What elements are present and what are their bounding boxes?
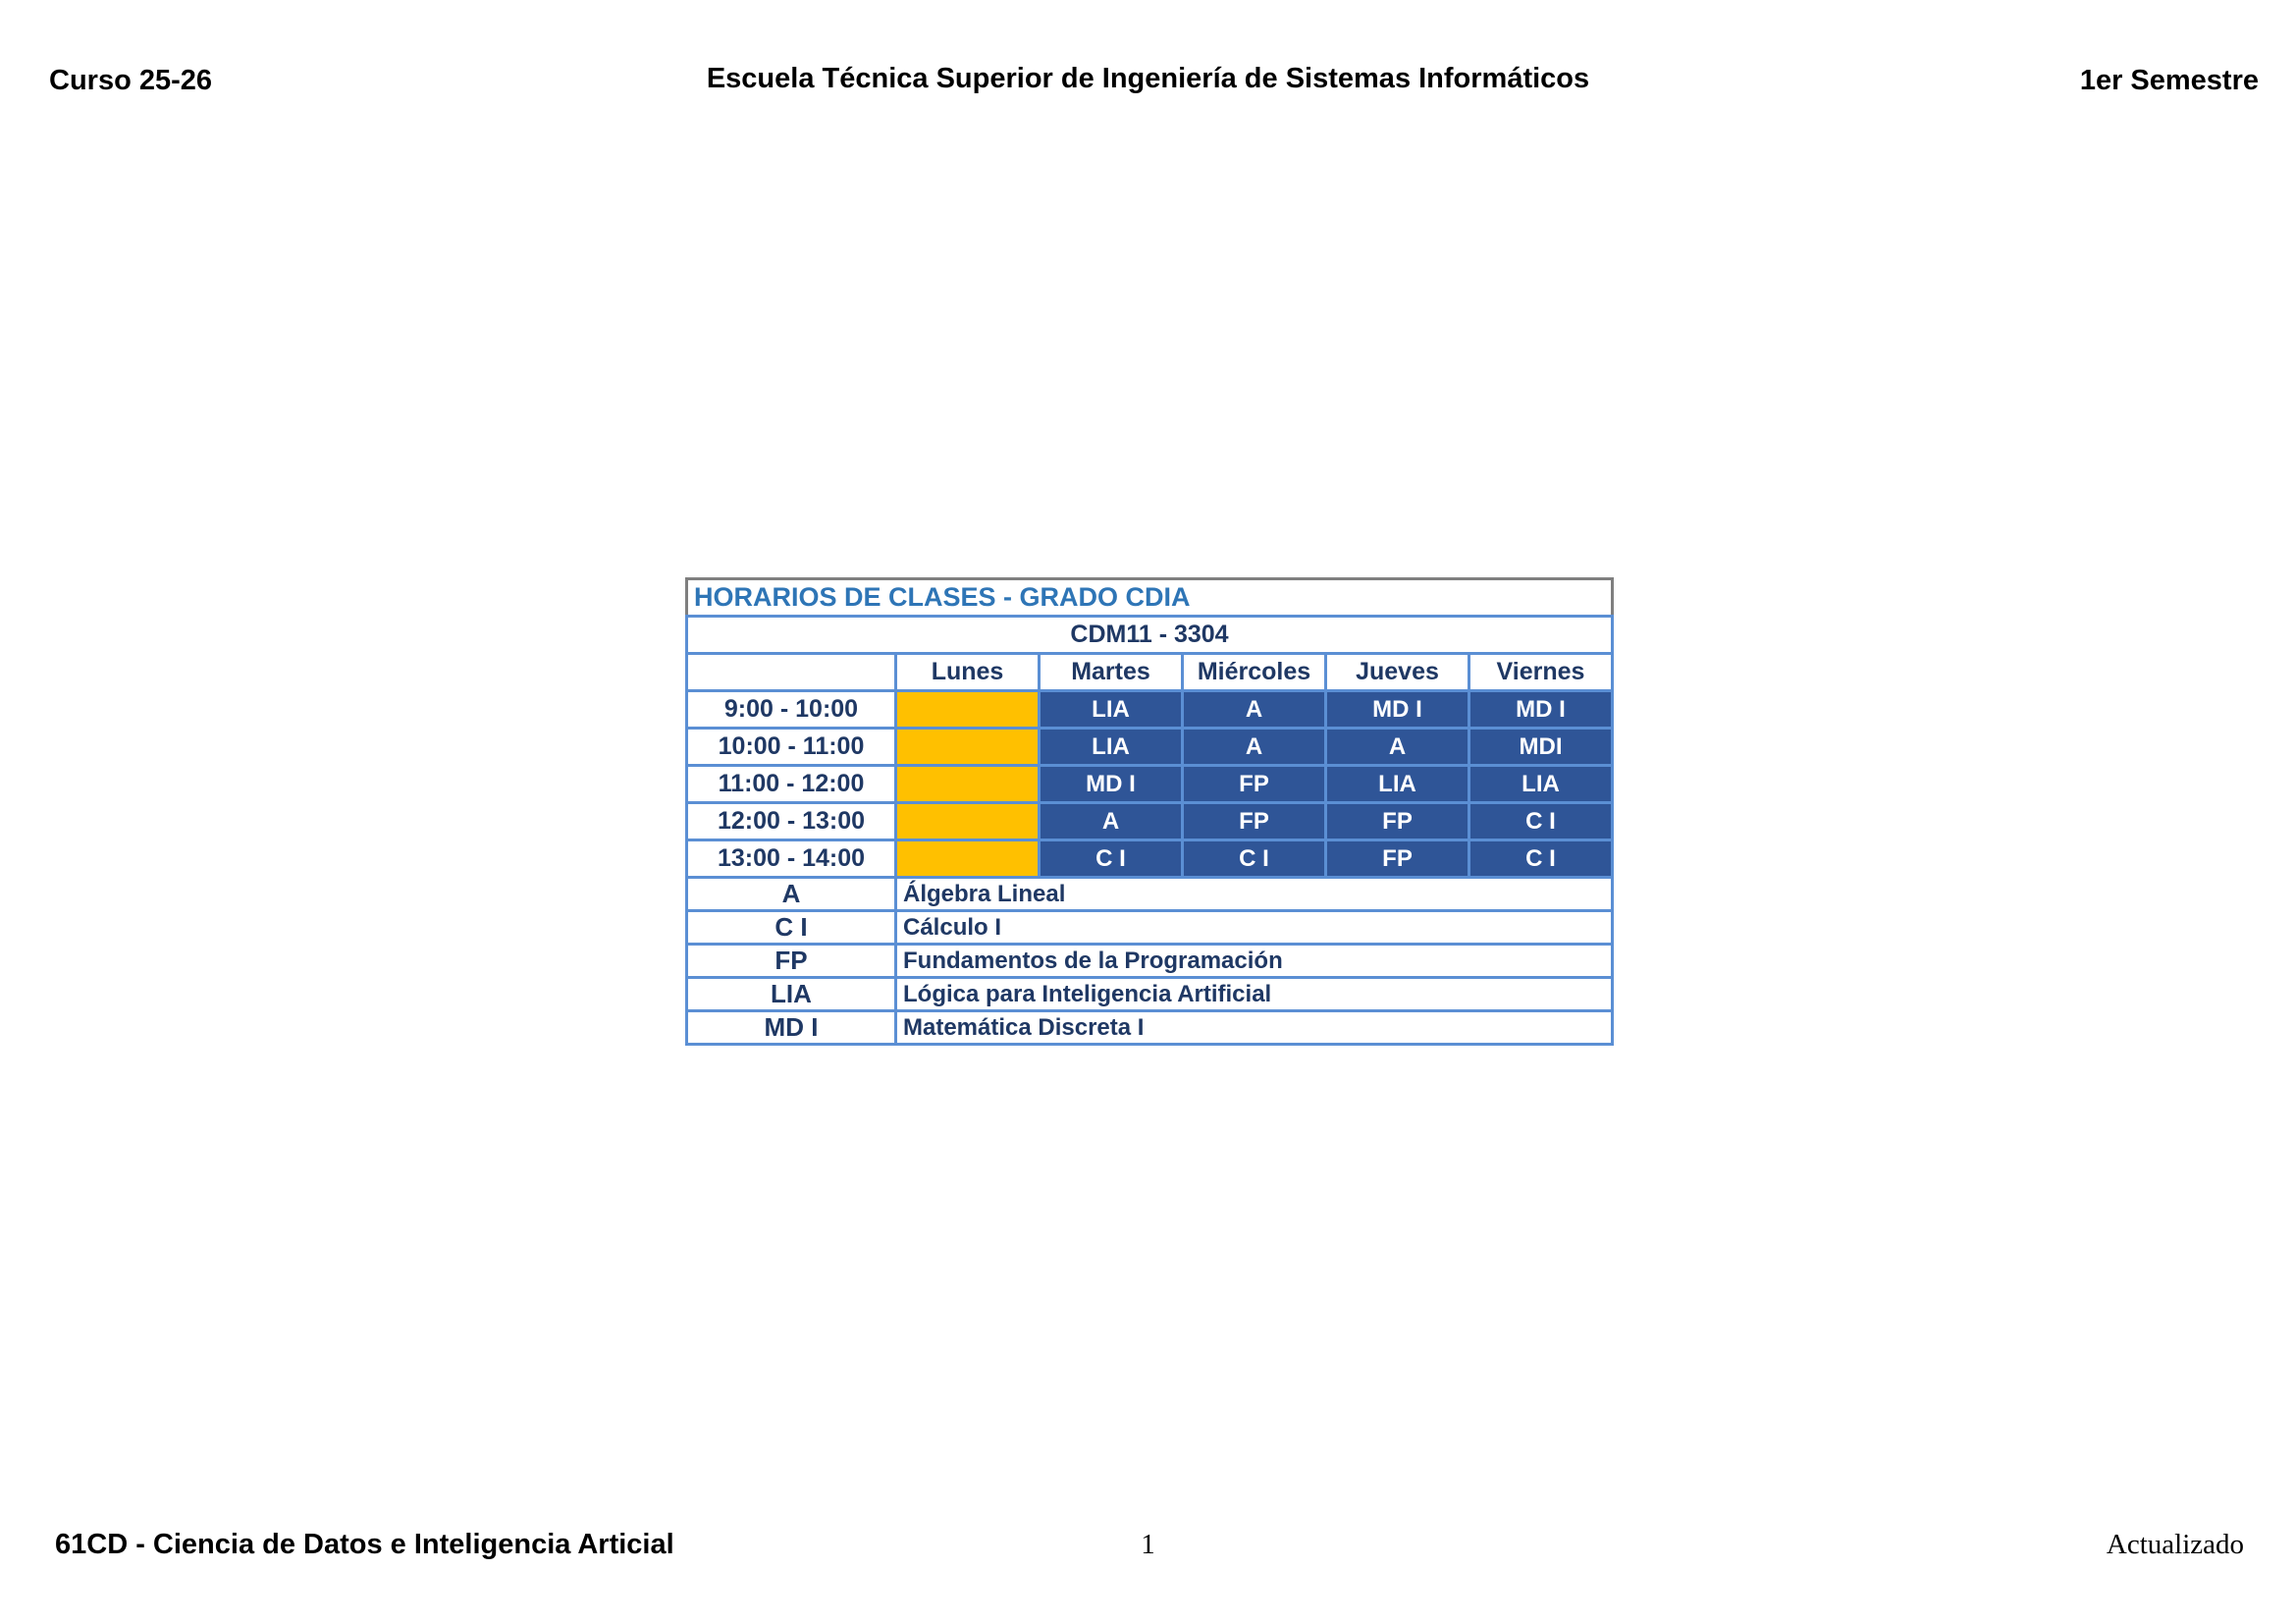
legend-row: [687, 978, 1613, 1011]
class-slot: A: [1040, 803, 1183, 840]
day-header: Viernes: [1469, 654, 1613, 691]
class-slot: MD I: [1326, 691, 1469, 729]
legend-name: Cálculo I: [896, 911, 1613, 945]
days-header-row: [687, 654, 1613, 691]
semester: 1er Semestre: [2079, 65, 2259, 96]
schedule-table: [685, 577, 1614, 1046]
legend-code: C I: [687, 911, 896, 945]
class-slot: LIA: [1469, 766, 1613, 803]
group-label: CDM11 - 3304: [687, 617, 1613, 654]
school-name: Escuela Técnica Superior de Ingeniería de Sistemas Informáticos: [706, 63, 1590, 94]
class-slot: FP: [1326, 803, 1469, 840]
course-year: Curso 25-26: [49, 65, 213, 96]
free-slot: [896, 766, 1040, 803]
legend-name: Fundamentos de la Programación: [896, 945, 1613, 978]
class-slot: C I: [1469, 803, 1613, 840]
time-slot: 11:00 - 12:00: [687, 766, 896, 803]
legend-code: A: [687, 878, 896, 911]
day-header: Lunes: [896, 654, 1040, 691]
class-slot: LIA: [1326, 766, 1469, 803]
class-slot: LIA: [1040, 691, 1183, 729]
class-slot: A: [1183, 729, 1326, 766]
time-slot: 12:00 - 13:00: [687, 803, 896, 840]
class-slot: MDI: [1469, 729, 1613, 766]
time-slot: 10:00 - 11:00: [687, 729, 896, 766]
day-header: Jueves: [1326, 654, 1469, 691]
corner-cell: [687, 654, 896, 691]
page-number: 1: [1141, 1529, 1155, 1560]
time-row: [687, 729, 1613, 766]
day-header: Miércoles: [1183, 654, 1326, 691]
class-slot: A: [1326, 729, 1469, 766]
day-header: Martes: [1040, 654, 1183, 691]
class-slot: FP: [1183, 766, 1326, 803]
legend-name: Álgebra Lineal: [896, 878, 1613, 911]
time-row: [687, 803, 1613, 840]
free-slot: [896, 840, 1040, 878]
schedule-title: HORARIOS DE CLASES - GRADO CDIA: [687, 579, 1613, 617]
time-row: [687, 691, 1613, 729]
class-slot: MD I: [1469, 691, 1613, 729]
time-slot: 9:00 - 10:00: [687, 691, 896, 729]
class-slot: MD I: [1040, 766, 1183, 803]
time-row: [687, 840, 1613, 878]
degree-name: 61CD - Ciencia de Datos e Inteligencia Articial: [55, 1529, 674, 1560]
free-slot: [896, 803, 1040, 840]
legend-code: LIA: [687, 978, 896, 1011]
free-slot: [896, 729, 1040, 766]
class-slot: A: [1183, 691, 1326, 729]
time-row: [687, 766, 1613, 803]
class-slot: C I: [1469, 840, 1613, 878]
class-slot: FP: [1183, 803, 1326, 840]
legend-row: [687, 945, 1613, 978]
time-slot: 13:00 - 14:00: [687, 840, 896, 878]
legend-name: Lógica para Inteligencia Artificial: [896, 978, 1613, 1011]
class-slot: LIA: [1040, 729, 1183, 766]
legend-row: [687, 1011, 1613, 1045]
free-slot: [896, 691, 1040, 729]
legend-row: [687, 911, 1613, 945]
legend-row: [687, 878, 1613, 911]
updated-label: Actualizado: [2106, 1529, 2244, 1560]
legend-name: Matemática Discreta I: [896, 1011, 1613, 1045]
class-slot: C I: [1040, 840, 1183, 878]
class-slot: C I: [1183, 840, 1326, 878]
class-slot: FP: [1326, 840, 1469, 878]
legend-code: FP: [687, 945, 896, 978]
legend-code: MD I: [687, 1011, 896, 1045]
